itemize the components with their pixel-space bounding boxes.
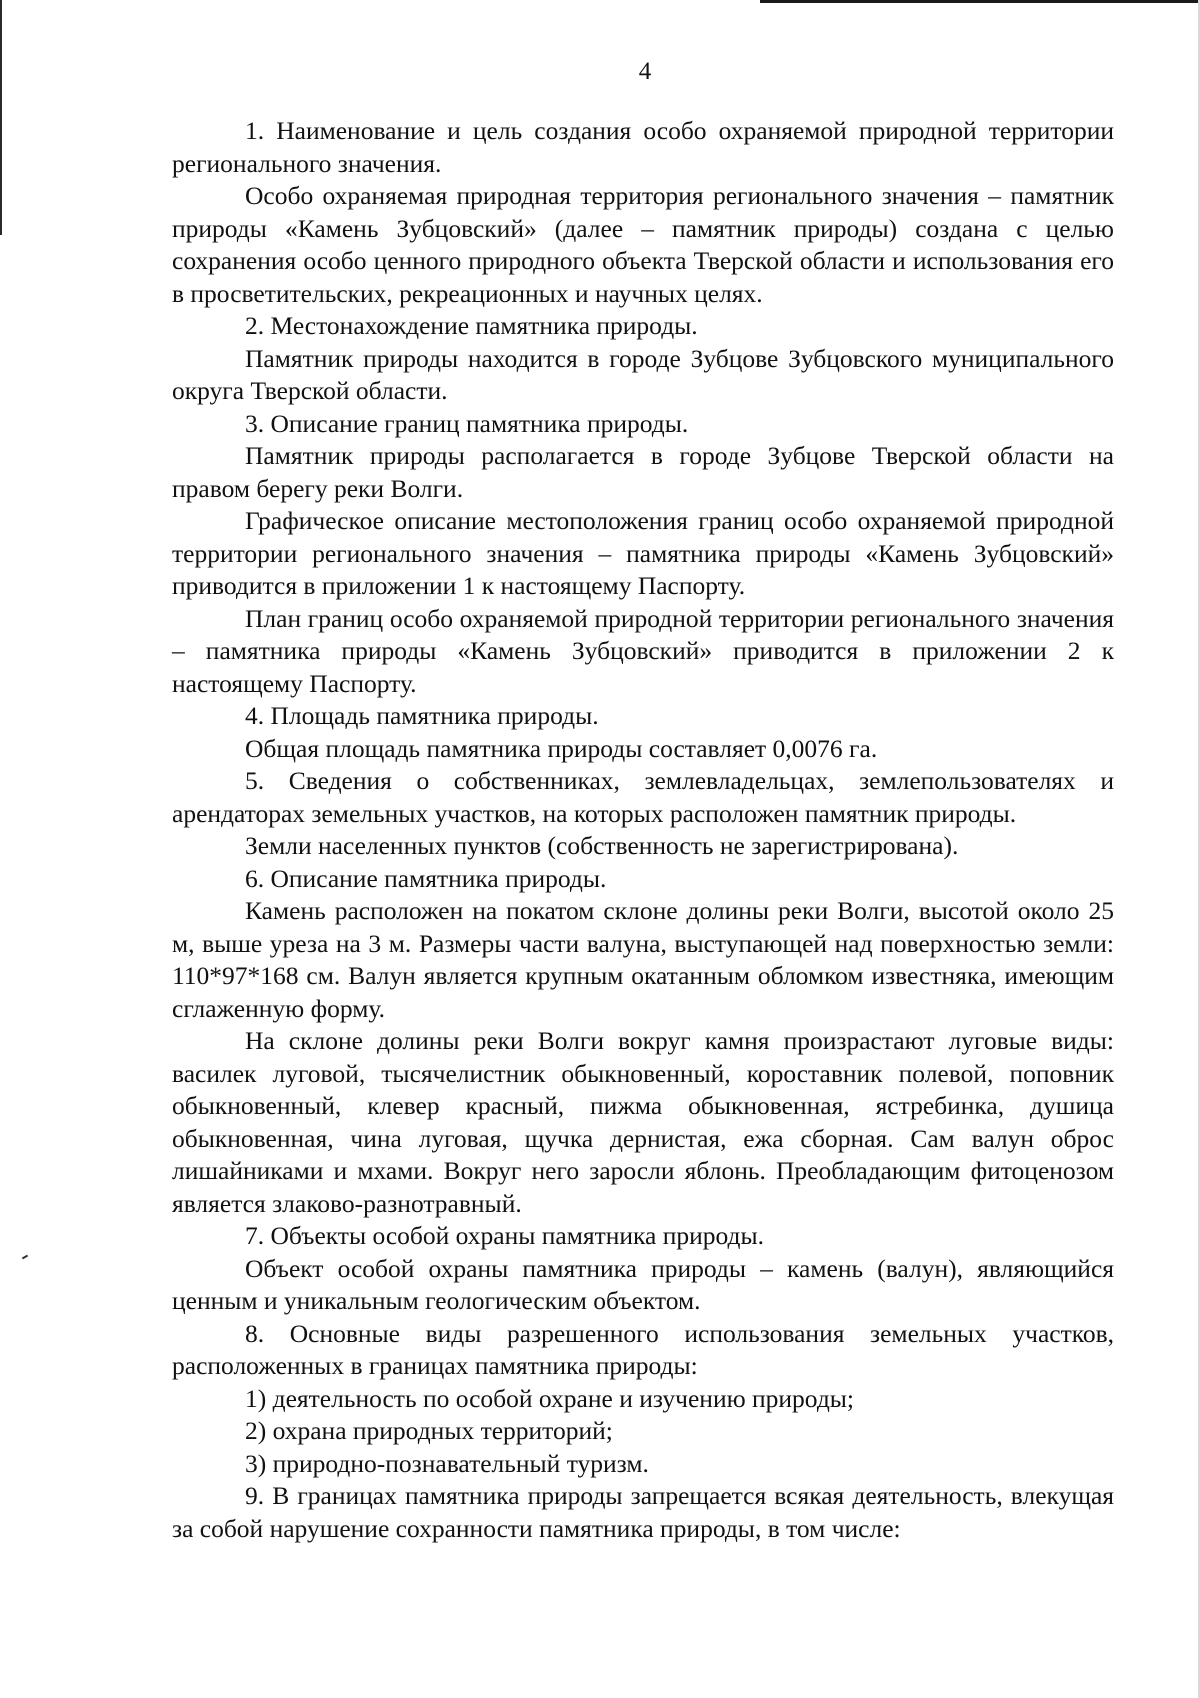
scan-edge-top: [760, 0, 1200, 3]
section-3-graphic-description: Графическое описание местоположения границ особо охраняемой природной территории регионального значения – памятника природы «Камень Зубцовский» приводится в приложении 1 к настоящему Паспорту.: [172, 506, 1114, 600]
section-2-text: Памятник природы находится в городе Зубцове Зубцовского муниципального округа Тверской области.: [172, 343, 1114, 405]
section-4-heading: 4. Площадь памятника природы.: [245, 701, 599, 730]
section-8-heading: 8. Основные виды разрешенного использования земельных участков, расположенных в границах памятника природы:: [172, 1318, 1114, 1380]
page-number: 4: [638, 58, 652, 85]
section-9-text: 9. В границах памятника природы запрещается всякая деятельность, влекущая за собой нарушение сохранности памятника природы, в том числе:: [172, 1481, 1114, 1543]
section-6-stone-description: Камень расположен на покатом склоне долины реки Волги, высотой около 25 м, выше уреза на 3 м. Размеры части валуна, выступающей над поверхностью земли: 110*97*168 см. Валун является крупным окатанным обломком известняка, имеющим сглаженную форму.: [172, 896, 1114, 1023]
section-3-text: Памятник природы располагается в городе Зубцове Тверской области на правом берегу реки Волги.: [172, 441, 1114, 503]
section-3-boundary-plan: План границ особо охраняемой природной территории регионального значения – памятника природы «Камень Зубцовский» приводится в приложении 2 к настоящему Паспорту.: [172, 603, 1114, 698]
section-4-text: Общая площадь памятника природы составляет 0,0076 га.: [245, 733, 878, 763]
section-7-heading: 7. Объекты особой охраны памятника природы.: [245, 1221, 765, 1250]
section-8-item-1: 1) деятельность по особой охране и изучению природы;: [245, 1383, 855, 1413]
section-8-item-2: 2) охрана природных территорий;: [245, 1416, 613, 1445]
section-7-text: Объект особой охраны памятника природы – камень (валун), являющийся ценным и уникальным геологическим объектом.: [172, 1253, 1114, 1315]
section-1-text: Особо охраняемая природная территория регионального значения – памятник природы «Камень Зубцовский» (далее – памятник природы) создана с целью сохранения особо ценного природного объекта Тверской области и использования его в просветительских, рекреационных и научных целях.: [172, 181, 1114, 308]
document-body: [172, 115, 1114, 1545]
section-1-heading: 1. Наименование и цель создания особо охраняемой природной территории регионального значения.: [172, 116, 1114, 178]
section-5-heading: 5. Сведения о собственниках, землевладельцах, землепользователях и арендаторах земельных участков, на которых расположен памятник природы.: [172, 766, 1114, 828]
section-3-heading: 3. Описание границ памятника природы.: [245, 408, 689, 438]
section-6-heading: 6. Описание памятника природы.: [245, 863, 607, 893]
section-2-heading: 2. Местонахождение памятника природы.: [245, 311, 698, 340]
scan-speck: [22, 1255, 28, 1260]
section-5-text: Земли населенных пунктов (собственность не зарегистрирована).: [245, 831, 959, 860]
section-6-vegetation: На склоне долины реки Волги вокруг камня произрастают луговые виды: василек луговой, тысячелистник обыкновенный, короставник полевой, поповник обыкновенный, клевер красный, пижма обыкновенная, ястребинка, душица обыкновенная, чина луговая, щучка дернистая, ежа сборная. Сам валун оброс лишайниками и мхами. Вокруг него заросли яблонь. Преобладающим фитоценозом является злаково-разнотравный.: [172, 1026, 1114, 1218]
section-8-item-3: 3) природно-познавательный туризм.: [245, 1448, 649, 1478]
scan-edge-left: [0, 0, 2, 235]
